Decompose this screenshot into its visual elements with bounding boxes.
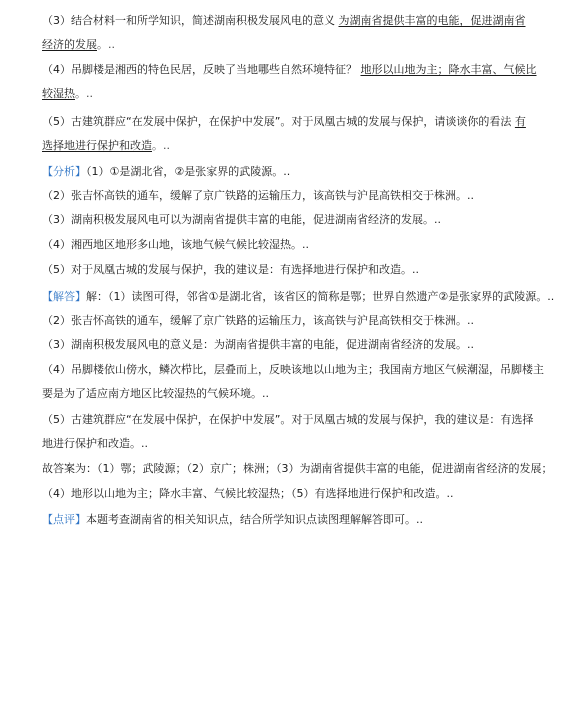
solution-text-2: （2）张吉怀高铁的通车，缓解了京广铁路的运输压力，该高铁与沪昆高铁相交于株洲。..: [42, 314, 474, 327]
q3-answer-part-2: 经济的发展: [42, 38, 97, 51]
analysis-line-1: [42, 164, 558, 180]
solution-line-1: [42, 289, 558, 305]
q5-line-1: [42, 114, 558, 130]
comment-text: 本题考查湖南省的相关知识点，结合所学知识点读图理解解答即可。..: [86, 513, 423, 526]
solution-line-4b: [42, 386, 558, 402]
analysis-line-4: [42, 237, 558, 253]
q3-end-mark: 。..: [97, 38, 115, 51]
solution-line-3: [42, 337, 558, 353]
solution-text-5a: （5）古建筑群应“在发展中保护，在保护中发展”。对于凤凰古城的发展与保护，我的建议是：有选择: [42, 413, 534, 426]
q5-line-2: [42, 138, 558, 154]
q4-answer-part-2: 较湿热: [42, 87, 75, 100]
q4-answer-part-1: 地形以山地为主；降水丰富、气候比: [360, 63, 537, 76]
analysis-tag: 【分析】: [42, 165, 86, 178]
comment-line: [42, 512, 558, 528]
analysis-text-5: （5）对于凤凰古城的发展与保护，我的建议是：有选择地进行保护和改造。..: [42, 263, 419, 276]
q3-answer-part-1: 为湖南省提供丰富的电能，促进湖南省: [338, 14, 526, 27]
solution-text-5b: 地进行保护和改造。..: [42, 437, 148, 450]
analysis-text-4: （4）湘西地区地形多山地，该地气候气候比较湿热。..: [42, 238, 309, 251]
q3-line-1: [42, 13, 558, 29]
final-answer-line-2: [42, 486, 558, 502]
solution-text-4a: （4）吊脚楼依山傍水，鳞次栉比，层叠而上，反映该地以山地为主；我国南方地区气候潮湿，吊脚楼主: [42, 363, 544, 376]
q5-answer-part-2: 选择地进行保护和改造: [42, 139, 152, 152]
solution-text-3: （3）湖南积极发展风电的意义是：为湖南省提供丰富的电能，促进湖南省经济的发展。..: [42, 338, 474, 351]
analysis-line-2: [42, 188, 558, 204]
analysis-text-2: （2）张吉怀高铁的通车，缓解了京广铁路的运输压力，该高铁与沪昆高铁相交于株洲。..: [42, 189, 474, 202]
q5-end-mark: 。..: [152, 139, 170, 152]
solution-line-2: [42, 313, 558, 329]
final-answer-line-1: [42, 461, 558, 477]
analysis-text-1: （1）①是湖北省，②是张家界的武陵源。..: [86, 165, 291, 178]
final-answer-text-1: 故答案为：（1）鄂；武陵源；（2）京广；株洲；（3）为湖南省提供丰富的电能，促进湖南省经济的发展；: [42, 462, 553, 475]
q4-line-2: [42, 86, 558, 102]
analysis-line-3: [42, 212, 558, 228]
solution-line-4a: [42, 362, 558, 378]
solution-line-5b: [42, 436, 558, 452]
q5-answer-part-1: 有: [514, 115, 526, 128]
q4-line-1: [42, 62, 558, 78]
analysis-line-5: [42, 262, 558, 278]
solution-text-4b: 要是为了适应南方地区比较湿热的气候环境。..: [42, 387, 269, 400]
final-answer-text-2: （4）地形以山地为主；降水丰富、气候比较湿热；（5）有选择地进行保护和改造。..: [42, 487, 454, 500]
comment-tag: 【点评】: [42, 513, 86, 526]
solution-line-5a: [42, 412, 558, 428]
q4-end-mark: 。..: [75, 87, 93, 100]
q3-prompt: （3）结合材料一和所学知识，简述湖南积极发展风电的意义: [42, 14, 335, 27]
q5-prompt: （5）古建筑群应“在发展中保护，在保护中发展”。对于凤凰古城的发展与保护，请谈谈你的看法: [42, 115, 512, 128]
analysis-text-3: （3）湖南积极发展风电可以为湖南省提供丰富的电能，促进湖南省经济的发展。..: [42, 213, 441, 226]
solution-tag: 【解答】: [42, 290, 86, 303]
solution-text-1: 解：（1）读图可得，邻省①是湖北省，该省区的简称是鄂；世界自然遗产②是张家界的武陵源。..: [86, 290, 555, 303]
q4-prompt: （4）吊脚楼是湘西的特色民居，反映了当地哪些自然环境特征？: [42, 63, 357, 76]
q3-line-2: [42, 37, 558, 53]
